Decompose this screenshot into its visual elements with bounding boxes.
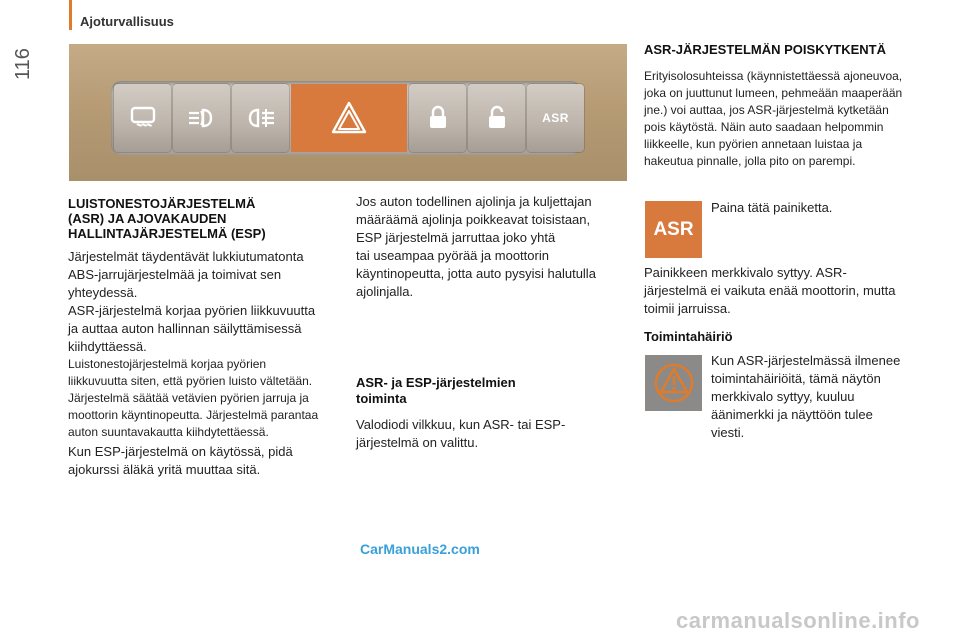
- rear-fog-button: [232, 84, 289, 152]
- left-paragraph-4: Kun ESP-järjestelmä on käytössä, pidä ajokurssi äläkä yritä muuttaa sitä.: [68, 444, 293, 477]
- front-fog-icon: [187, 106, 217, 130]
- lock-icon: [427, 105, 449, 131]
- asr-button: [527, 84, 584, 152]
- lock-button: [409, 84, 466, 152]
- asr-esp-heading: ASR- ja ESP-järjestelmien toiminta: [356, 375, 516, 406]
- asr-text-icon: ASR: [542, 111, 569, 125]
- front-fog-button: [173, 84, 230, 152]
- middle-paragraph-1: Jos auton todellinen ajolinja ja kuljettajan määräämä ajolinja poikkeavat toisistaan, ESP järjestelmä jarruttaa joko yhtä tai useampaa pyörää ja moottorin käyntinopeutta, jotta auto pysyisi halutulla ajolinjalla.: [356, 194, 596, 299]
- unlock-button: [468, 84, 525, 152]
- switch-panel: [111, 81, 581, 155]
- left-paragraph-3: Luistonestojärjestelmä korjaa pyörien liikkuvuutta siten, että pyörien luisto vältetään. Järjestelmä säätää vetävien pyörien jarruja ja moottorin käyntinopeutta. Järjestelmä parantaa auton suuntavakautta kiihdytettäessä.: [68, 357, 319, 439]
- hazard-button: [291, 84, 407, 152]
- asr-disable-intro: Erityisolosuhteissa (käynnistettäessä ajoneuvoa, joka on juuttunut lumeen, pehmeään maaperään jne.) voi auttaa, jos ASR-järjestelmä kytketään pois käytöstä. Näin auto saadaan helpommin liikkeelle, kun pyörien annetaan luistaa ja hakeutua pinnalle, jolla pito on parempi.: [644, 69, 903, 168]
- left-paragraph-1: Järjestelmät täydentävät lukkiutumatonta ABS-jarrujärjestelmää ja toimivat sen yhteydessä.: [68, 249, 304, 300]
- hazard-triangle-icon: [331, 101, 367, 135]
- control-panel-photo: [69, 44, 627, 181]
- asr-label: ASR: [653, 218, 694, 240]
- rear-defrost-icon: [128, 105, 158, 131]
- asr-fault-warning-icon: [652, 361, 696, 405]
- rear-defrost-button: [114, 84, 171, 152]
- asr-button-illustration: [645, 201, 702, 258]
- section-marker: [69, 0, 72, 30]
- asr-disable-title: ASR-JÄRJESTELMÄN POISKYTKENTÄ: [644, 42, 886, 57]
- section-title: Ajoturvallisuus: [80, 14, 174, 29]
- watermark-carmanuals2: CarManuals2.com: [360, 541, 480, 557]
- fault-heading: Toimintahäiriö: [644, 329, 733, 344]
- page-number: 116: [12, 48, 34, 80]
- rear-fog-icon: [246, 106, 276, 130]
- press-instruction: Paina tätä painiketta.: [711, 200, 833, 215]
- main-heading: LUISTONESTOJÄRJESTELMÄ (ASR) JA AJOVAKAUDEN HALLINTAJÄRJESTELMÄ (ESP): [68, 196, 266, 241]
- fault-warning-illustration: [645, 355, 702, 411]
- fault-explanation: Kun ASR-järjestelmässä ilmenee toimintahäiriöitä, tämä näytön merkkivalo syttyy, kuuluu äänimerkki ja näyttöön tulee viesti.: [711, 353, 901, 440]
- watermark-carmanualsonline: carmanualsonline.info: [676, 608, 920, 633]
- left-paragraph-2: ASR-järjestelmä korjaa pyörien liikkuvuutta ja auttaa auton hallinnan säilyttämisessä kiihdyttäessä.: [68, 303, 316, 354]
- unlock-icon: [486, 105, 508, 131]
- indicator-explanation: Painikkeen merkkivalo syttyy. ASR- järjestelmä ei vaikuta enää moottorin, mutta toimii jarruissa.: [644, 265, 896, 316]
- middle-paragraph-2: Valodiodi vilkkuu, kun ASR- tai ESP- järjestelmä on valittu.: [356, 417, 566, 450]
